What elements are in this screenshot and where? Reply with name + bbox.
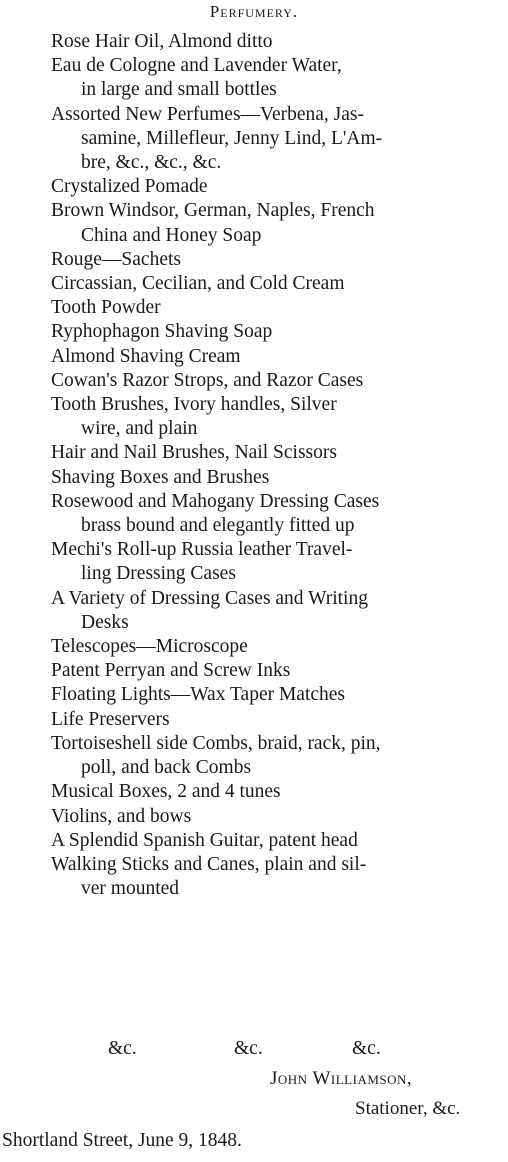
list-item	[0, 708, 508, 732]
list-item	[0, 659, 508, 683]
item-line: Musical Boxes, 2 and 4 tunes	[51, 781, 281, 803]
list-item	[0, 369, 508, 393]
list-item	[0, 587, 508, 635]
item-line: Brown Windsor, German, Naples, French	[51, 200, 375, 222]
list-item	[0, 441, 508, 465]
item-line: A Splendid Spanish Guitar, patent head	[51, 829, 358, 851]
list-item	[0, 538, 508, 586]
list-item	[0, 805, 508, 829]
item-line: Cowan's Razor Strops, and Razor Cases	[51, 369, 364, 391]
item-line: Assorted New Perfumes—Verbena, Jas-	[51, 103, 364, 125]
list-item	[0, 683, 508, 707]
list-item	[0, 320, 508, 344]
item-line: Crystalized Pomade	[51, 176, 208, 198]
item-line: Circassian, Cecilian, and Cold Cream	[51, 273, 345, 295]
item-line: Tooth Powder	[51, 297, 161, 319]
list-item	[0, 635, 508, 659]
item-continuation-line: in large and small bottles	[81, 79, 277, 101]
item-line: Almond Shaving Cream	[51, 345, 241, 367]
list-item	[0, 490, 508, 538]
item-line: Hair and Nail Brushes, Nail Scissors	[51, 442, 337, 464]
item-continuation-line: poll, and back Combs	[81, 757, 252, 779]
signature-name: John Williamson,	[270, 1068, 413, 1089]
item-line: Telescopes—Microscope	[51, 636, 248, 658]
list-item	[0, 829, 508, 853]
item-line: A Variety of Dressing Cases and Writing	[51, 587, 368, 609]
list-item	[0, 853, 508, 901]
item-continuation-line: samine, Millefleur, Jenny Lind, L'Am-	[81, 127, 383, 149]
item-line: Tooth Brushes, Ivory handles, Silver	[51, 394, 337, 416]
item-line: Rouge—Sachets	[51, 248, 181, 270]
item-continuation-line: Desks	[81, 611, 129, 633]
list-item	[0, 199, 508, 247]
list-item	[0, 393, 508, 441]
item-line: Rose Hair Oil, Almond ditto	[51, 31, 273, 52]
section-heading: Perfumery.	[209, 2, 299, 21]
list-item	[0, 466, 508, 490]
list-item	[0, 54, 508, 102]
item-line: Rosewood and Mahogany Dressing Cases	[51, 490, 380, 512]
item-continuation-line: ling Dressing Cases	[81, 563, 236, 585]
list-item	[0, 345, 508, 369]
list-item	[0, 732, 508, 780]
etc-mark: &c.	[352, 1038, 381, 1059]
etc-mark: &c.	[108, 1038, 137, 1059]
list-item	[0, 175, 508, 199]
list-item	[0, 30, 508, 54]
item-line: Patent Perryan and Screw Inks	[51, 660, 291, 682]
item-line: Ryphophagon Shaving Soap	[51, 321, 273, 343]
list-item	[0, 780, 508, 804]
item-line: Shaving Boxes and Brushes	[51, 466, 270, 488]
item-continuation-line: ver mounted	[81, 878, 180, 900]
etc-mark: &c.	[234, 1038, 263, 1059]
item-line: Walking Sticks and Canes, plain and sil-	[51, 853, 367, 875]
signature-title: Stationer, &c.	[355, 1098, 461, 1119]
item-line: Violins, and bows	[51, 805, 192, 827]
item-line: Floating Lights—Wax Taper Matches	[51, 684, 346, 706]
item-list	[0, 30, 508, 901]
item-line: Tortoiseshell side Combs, braid, rack, pin,	[51, 732, 381, 754]
item-line: Mechi's Roll-up Russia leather Travel-	[51, 539, 353, 561]
item-continuation-line: bre, &c., &c., &c.	[81, 152, 222, 174]
list-item	[0, 248, 508, 272]
item-line: Eau de Cologne and Lavender Water,	[51, 55, 342, 77]
etc-row	[0, 1038, 508, 1064]
list-item	[0, 103, 508, 176]
dateline: Shortland Street, June 9, 1848.	[2, 1130, 242, 1151]
item-line: Life Preservers	[51, 708, 170, 730]
list-item	[0, 272, 508, 296]
list-item	[0, 296, 508, 320]
item-continuation-line: brass bound and elegantly fitted up	[81, 515, 355, 537]
item-continuation-line: wire, and plain	[81, 418, 198, 440]
item-continuation-line: China and Honey Soap	[81, 224, 262, 246]
